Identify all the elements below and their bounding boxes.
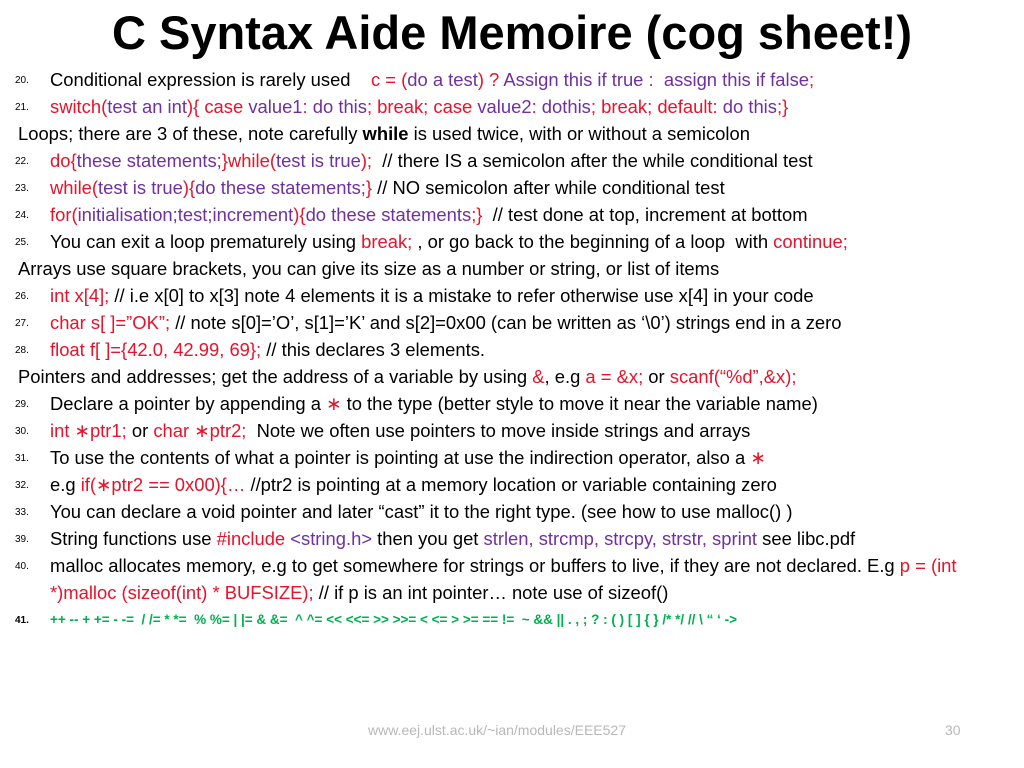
text-segment: String functions use [50,528,217,549]
text-segment: for( [50,204,78,225]
text-segment: to the type (better style to move it near the variable name) [341,393,818,414]
text-segment: while [362,123,409,144]
section-heading [14,120,1014,147]
list-item [14,93,1014,120]
text-segment: value2 [477,96,532,117]
text-segment: scanf(“%d”,&x); [669,366,797,387]
text-segment: Pointers and addresses; get the address of a variable by using [18,366,533,387]
text-segment: // NO semicolon after while conditional test [372,177,725,198]
text-segment: while( [50,177,99,198]
section-heading [14,255,1014,282]
text-segment: then you get [372,528,484,549]
list-item [14,147,1014,174]
text-segment: // i.e x[0] to x[3] note 4 elements it is a mistake to refer otherwise use x[4] in your code [109,285,814,306]
text-segment: ∗ [750,447,766,468]
item-number: 39. [15,534,29,545]
item-number: 32. [15,480,29,491]
text-segment: You can declare a void pointer and later “cast” it to the right type. (see how to use malloc() ) [50,501,793,522]
text-segment: ){ [182,177,196,198]
text-segment: Arrays use square brackets, you can give its size as a number or string, or list of items [18,258,720,279]
text-segment: char ∗ptr2; [153,420,247,441]
text-segment: ; [809,69,815,90]
text-segment: ){ case [186,96,249,117]
text-segment: these statements; [76,150,222,171]
text-segment: float f[ ]={42.0, 42.99, 69}; [50,339,262,360]
text-segment: , e.g [544,366,586,387]
text-segment: : [302,96,313,117]
list-item [14,390,1014,417]
text-segment: if(∗ptr2 == 0x00){… [80,474,246,495]
text-segment: c = ( [370,69,408,90]
text-segment: p = (int *)malloc (sizeof(int) * BUFSIZE); [50,555,962,603]
text-segment: // this declares 3 elements. [261,339,486,360]
text-segment: do these statements [305,204,472,225]
list-item [14,444,1014,471]
text-segment: ); [360,150,373,171]
text-segment: strlen, strcmp, strcpy, strstr, sprint [483,528,758,549]
item-number: 20. [15,75,29,86]
text-segment: Declare a pointer by appending a [50,393,327,414]
text-segment: ; break; default: [590,96,723,117]
list-item [14,174,1014,201]
item-number: 41. [15,615,29,626]
text-segment: Assign this if true : [503,69,659,90]
item-number: 28. [15,345,29,356]
item-number: 23. [15,183,29,194]
text-segment: or [126,420,154,441]
text-segment: ) ? [477,69,504,90]
text-segment: a = &x; [585,366,644,387]
text-segment: // note s[0]=’O’, s[1]=’K’ and s[2]=0x00 (can be written as ‘\0’) strings end in a zero [170,312,842,333]
text-segment: test is true [98,177,183,198]
list-item [14,282,1014,309]
text-segment: see libc.pdf [757,528,856,549]
text-segment: int ∗ptr1; [50,420,127,441]
text-segment: // if p is an int pointer… note use of sizeof() [313,582,669,603]
item-number: 30. [15,426,29,437]
item-number: 40. [15,561,29,572]
item-number: 24. [15,210,29,221]
text-segment: To use the contents of what a pointer is pointing at use the indirection operator, also a [50,447,751,468]
list-item [14,417,1014,444]
text-segment: is used twice, with or without a semicolon [408,123,750,144]
text-segment: malloc allocates memory, e.g to get somewhere for strings or buffers to live, if they are not declared. E.g [50,555,900,576]
list-item [14,498,1014,525]
text-segment: #include [216,528,291,549]
text-segment: char s[ ]=”OK”; [50,312,171,333]
text-segment: or [643,366,670,387]
text-segment: test an int [107,96,187,117]
text-segment: } [365,177,373,198]
item-number: 33. [15,507,29,518]
list-item [14,552,1014,606]
text-segment: }while( [221,150,276,171]
text-segment: ;} [776,96,789,117]
text-segment: value1 [248,96,303,117]
text-segment: , or go back to the beginning of a loop with [412,231,774,252]
text-segment: do{ [50,150,77,171]
text-segment: // test done at top, increment at bottom [482,204,808,225]
footer-url: www.eej.ulst.ac.uk/~ian/modules/EEE527 [368,722,626,738]
text-segment: do these statements; [195,177,366,198]
section-heading [14,363,1014,390]
list-item [14,309,1014,336]
text-segment: do a test [407,69,478,90]
text-segment: //ptr2 is pointing at a memory location or variable containing zero [245,474,777,495]
syntax-list [14,66,1014,633]
text-segment: Loops; there are 3 of these, note carefully [18,123,363,144]
list-item [14,525,1014,552]
text-segment: <string.h> [290,528,373,549]
text-segment: do this [312,96,367,117]
item-number: 31. [15,453,29,464]
text-segment: ++ -- + += - -= / /= * *= % %= | |= & &= ^ ^= << <<= >> >>= < <= > >= == != ~ && || . , ; ? : ( ) [ ] { } /* */ // \ “ ‘ -> [50,612,738,627]
text-segment: You can exit a loop prematurely using [50,231,362,252]
text-segment: initialisation;test;increment [77,204,294,225]
text-segment: & [532,366,545,387]
text-segment: do this [722,96,777,117]
text-segment: assign this if false [658,69,810,90]
text-segment: ){ [293,204,306,225]
text-segment: switch( [50,96,108,117]
item-number: 21. [15,102,29,113]
list-item [14,606,1014,633]
text-segment: ; break; case [366,96,478,117]
item-number: 29. [15,399,29,410]
list-item [14,471,1014,498]
text-segment: ;} [471,204,483,225]
list-item [14,66,1014,93]
text-segment: : [531,96,542,117]
text-segment: // there IS a semicolon after the while conditional test [372,150,813,171]
list-item [14,228,1014,255]
text-segment: break; [361,231,413,252]
text-segment: test is true [275,150,361,171]
page-number: 30 [945,722,961,738]
text-segment: Note we often use pointers to move inside strings and arrays [246,420,751,441]
text-segment: continue; [773,231,848,252]
item-number: 27. [15,318,29,329]
item-number: 26. [15,291,29,302]
item-number: 22. [15,156,29,167]
text-segment: ∗ [326,393,342,414]
text-segment: int x[4]; [50,285,110,306]
item-number: 25. [15,237,29,248]
list-item [14,201,1014,228]
text-segment: Conditional expression is rarely used [50,69,371,90]
list-item [14,336,1014,363]
text-segment: e.g [50,474,81,495]
page-title: C Syntax Aide Memoire (cog sheet!) [111,6,913,59]
text-segment: dothis [541,96,591,117]
